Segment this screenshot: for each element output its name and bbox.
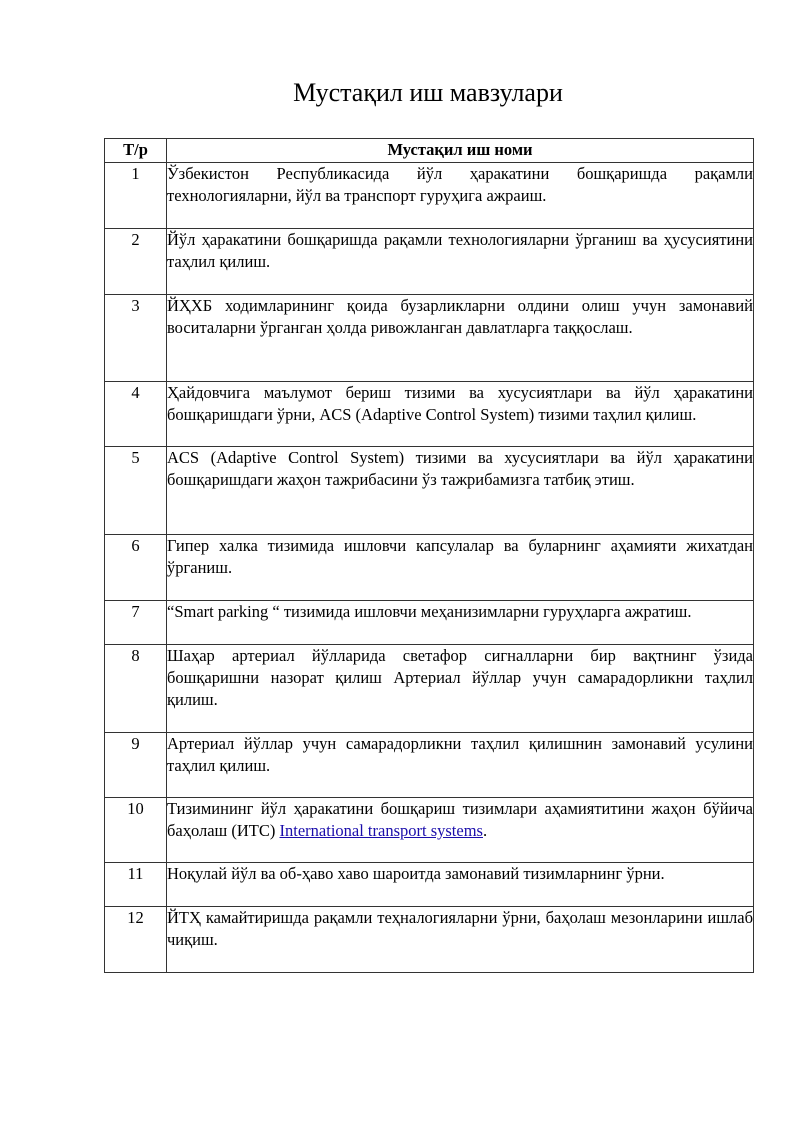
topic-text: Шаҳар артериал йўлларида светафор сигналларни бир вақтнинг ўзида бошқаришни назорат қилиш Артериал йўллар учун самарадорликни таҳлил қилиш. xyxy=(167,646,753,709)
table-header-row xyxy=(105,139,754,163)
row-number: 11 xyxy=(105,863,167,907)
topic-text: ЙТҲ камайтиришда рақамли теҳналогияларни ўрни, баҳолаш мезонларини ишлаб чиқиш. xyxy=(167,908,753,949)
topic-text: Гипер халка тизимида ишловчи капсулалар ва буларнинг аҳамияти жихатдан ўрганиш. xyxy=(167,536,753,577)
topics-table xyxy=(104,138,754,973)
topic-text: Ноқулай йўл ва об-ҳаво хаво шароитда замонавий тизимларнинг ўрни. xyxy=(167,864,665,883)
topic-text: Артериал йўллар учун самарадорликни таҳлил қилишнин замонавий усулини таҳлил қилиш. xyxy=(167,734,753,775)
topic-text xyxy=(167,798,753,842)
topic-text-tail: . xyxy=(482,821,488,840)
row-topic xyxy=(167,863,754,907)
table-row xyxy=(105,798,754,863)
row-topic xyxy=(167,447,754,535)
row-topic xyxy=(167,798,754,863)
page-title: Мустақил иш мавзулари xyxy=(293,78,563,107)
topic-text-main: Тизимининг йўл ҳаракатини бошқариш тизимлари аҳамиятитини жаҳон бўйича баҳолаш (ИТС) xyxy=(167,799,753,840)
row-topic xyxy=(167,907,754,973)
row-number: 4 xyxy=(105,382,167,447)
row-number: 10 xyxy=(105,798,167,863)
row-topic xyxy=(167,163,754,229)
topic-text: Ўзбекистон Республикасида йўл ҳаракатини бошқаришда рақамли технологияларни, йўл ва транспорт гуруҳига ажраиш. xyxy=(167,164,753,205)
table-row xyxy=(105,907,754,973)
row-topic xyxy=(167,733,754,798)
row-number: 2 xyxy=(105,229,167,295)
table-row xyxy=(105,163,754,229)
row-number: 9 xyxy=(105,733,167,798)
table-row xyxy=(105,733,754,798)
row-topic xyxy=(167,601,754,645)
row-number: 6 xyxy=(105,535,167,601)
table-row xyxy=(105,645,754,733)
header-name: Мустақил иш номи xyxy=(167,139,754,163)
header-number: Т/р xyxy=(105,139,167,163)
row-number: 1 xyxy=(105,163,167,229)
topic-text: Йўл ҳаракатини бошқаришда рақамли технологияларни ўрганиш ва ҳусусиятини таҳлил қилиш. xyxy=(167,230,753,271)
row-number: 8 xyxy=(105,645,167,733)
row-number: 3 xyxy=(105,295,167,382)
row-topic xyxy=(167,645,754,733)
table-row xyxy=(105,295,754,382)
row-topic xyxy=(167,382,754,447)
row-number: 7 xyxy=(105,601,167,645)
table-row xyxy=(105,382,754,447)
table-row xyxy=(105,863,754,907)
row-number: 5 xyxy=(105,447,167,535)
table-row xyxy=(105,447,754,535)
topic-text: ЙҲХБ ходимларининг қоида бузарликларни олдини олиш учун замонавий воситаларни ўрганган ҳолда ривожланган давлатларга таққослаш. xyxy=(167,296,753,337)
table-row xyxy=(105,535,754,601)
table-row xyxy=(105,601,754,645)
row-topic xyxy=(167,295,754,382)
topic-text: Ҳайдовчига маълумот бериш тизими ва хусусиятлари ва йўл ҳаракатини бошқаришдаги ўрни, ACS (Adaptive Control System) тизими таҳлил қилиш. xyxy=(167,383,753,424)
international-transport-systems-link[interactable]: International transport systems xyxy=(279,821,483,840)
topic-text: “Smart parking “ тизимида ишловчи меҳанизимларни гуруҳларга ажратиш. xyxy=(167,602,692,621)
row-topic xyxy=(167,229,754,295)
row-topic xyxy=(167,535,754,601)
table-row xyxy=(105,229,754,295)
row-number: 12 xyxy=(105,907,167,973)
topic-text: ACS (Adaptive Control System) тизими ва хусусиятлари ва йўл ҳаракатини бошқаришдаги жаҳон тажрибасини ўз тажрибамизга татбиқ этиш. xyxy=(167,448,753,489)
